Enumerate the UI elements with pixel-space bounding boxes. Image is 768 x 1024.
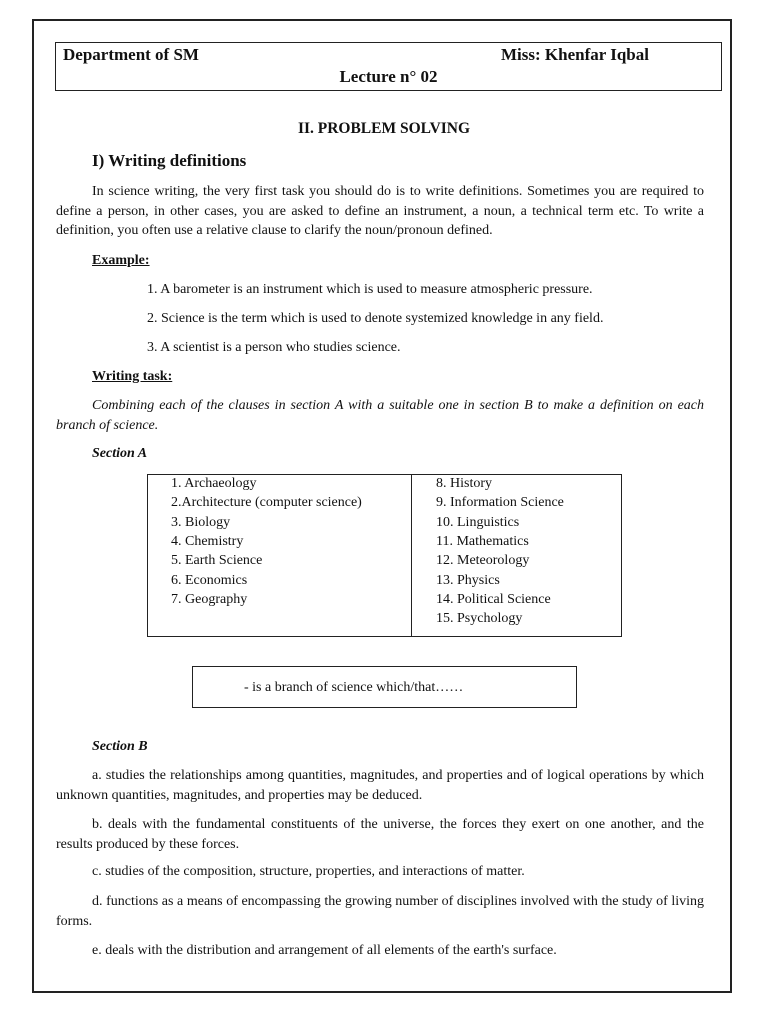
department-name: Department of SM <box>63 45 199 64</box>
list-item: 13. Physics <box>436 573 500 588</box>
section-b-item: d. functions as a means of encompassing the growing number of disciplines involved with the study of living forms. <box>56 894 704 929</box>
section-b-item: c. studies of the composition, structure, properties, and interactions of matter. <box>92 864 525 879</box>
intro-paragraph: In science writing, the very first task you should do is to write definitions. Sometimes you are required to define a person, in other cases, you are asked to define an instrument, a noun, a technical term etc. To write a definition, you often use a relative clause to clarify the noun/pronoun defined. <box>56 184 704 238</box>
list-item: 7. Geography <box>171 592 248 607</box>
section-a-label: Section A <box>92 446 148 461</box>
formula-text: - is a branch of science which/that…… <box>244 680 464 695</box>
list-item: 6. Economics <box>171 573 248 588</box>
list-item: 5. Earth Science <box>171 553 263 568</box>
teacher-name: Miss: Khenfar Iqbal <box>501 45 649 64</box>
example-item: 3. A scientist is a person who studies science. <box>147 340 401 355</box>
section-b-item: a. studies the relationships among quantities, magnitudes, and properties and of logical operations by which unknown quantities, magnitudes, and properties may be deduced. <box>56 768 704 803</box>
list-item: 12. Meteorology <box>436 553 530 568</box>
table-divider <box>411 474 412 637</box>
list-item: 10. Linguistics <box>436 515 520 530</box>
list-item: 14. Political Science <box>436 592 551 607</box>
list-item: 11. Mathematics <box>436 534 529 549</box>
list-item: 3. Biology <box>171 515 231 530</box>
section-title: II. PROBLEM SOLVING <box>297 120 471 137</box>
list-item: 1. Archaeology <box>171 476 257 491</box>
lecture-number: Lecture n° 02 <box>339 67 438 86</box>
section-b-label: Section B <box>92 739 148 754</box>
header-box <box>55 42 722 91</box>
list-item: 15. Psychology <box>436 611 523 626</box>
list-item: 9. Information Science <box>436 495 564 510</box>
formula-box <box>192 666 577 708</box>
example-item: 2. Science is the term which is used to denote systemized knowledge in any field. <box>147 311 604 326</box>
writing-task-instruction: Combining each of the clauses in section A with a suitable one in section B to make a definition on each branch of science. <box>56 398 704 433</box>
list-item: 2.Architecture (computer science) <box>171 495 362 510</box>
example-item: 1. A barometer is an instrument which is used to measure atmospheric pressure. <box>147 282 593 297</box>
section-b-item: e. deals with the distribution and arrangement of all elements of the earth's surface. <box>92 943 557 958</box>
writing-task-label: Writing task: <box>92 369 173 384</box>
list-item: 4. Chemistry <box>171 534 244 549</box>
subheading: I) Writing definitions <box>92 151 247 170</box>
example-label: Example: <box>92 253 150 268</box>
section-b-item: b. deals with the fundamental constituents of the universe, the forces they exert on one another, and the results produced by these forces. <box>56 817 704 852</box>
list-item: 8. History <box>436 476 492 491</box>
